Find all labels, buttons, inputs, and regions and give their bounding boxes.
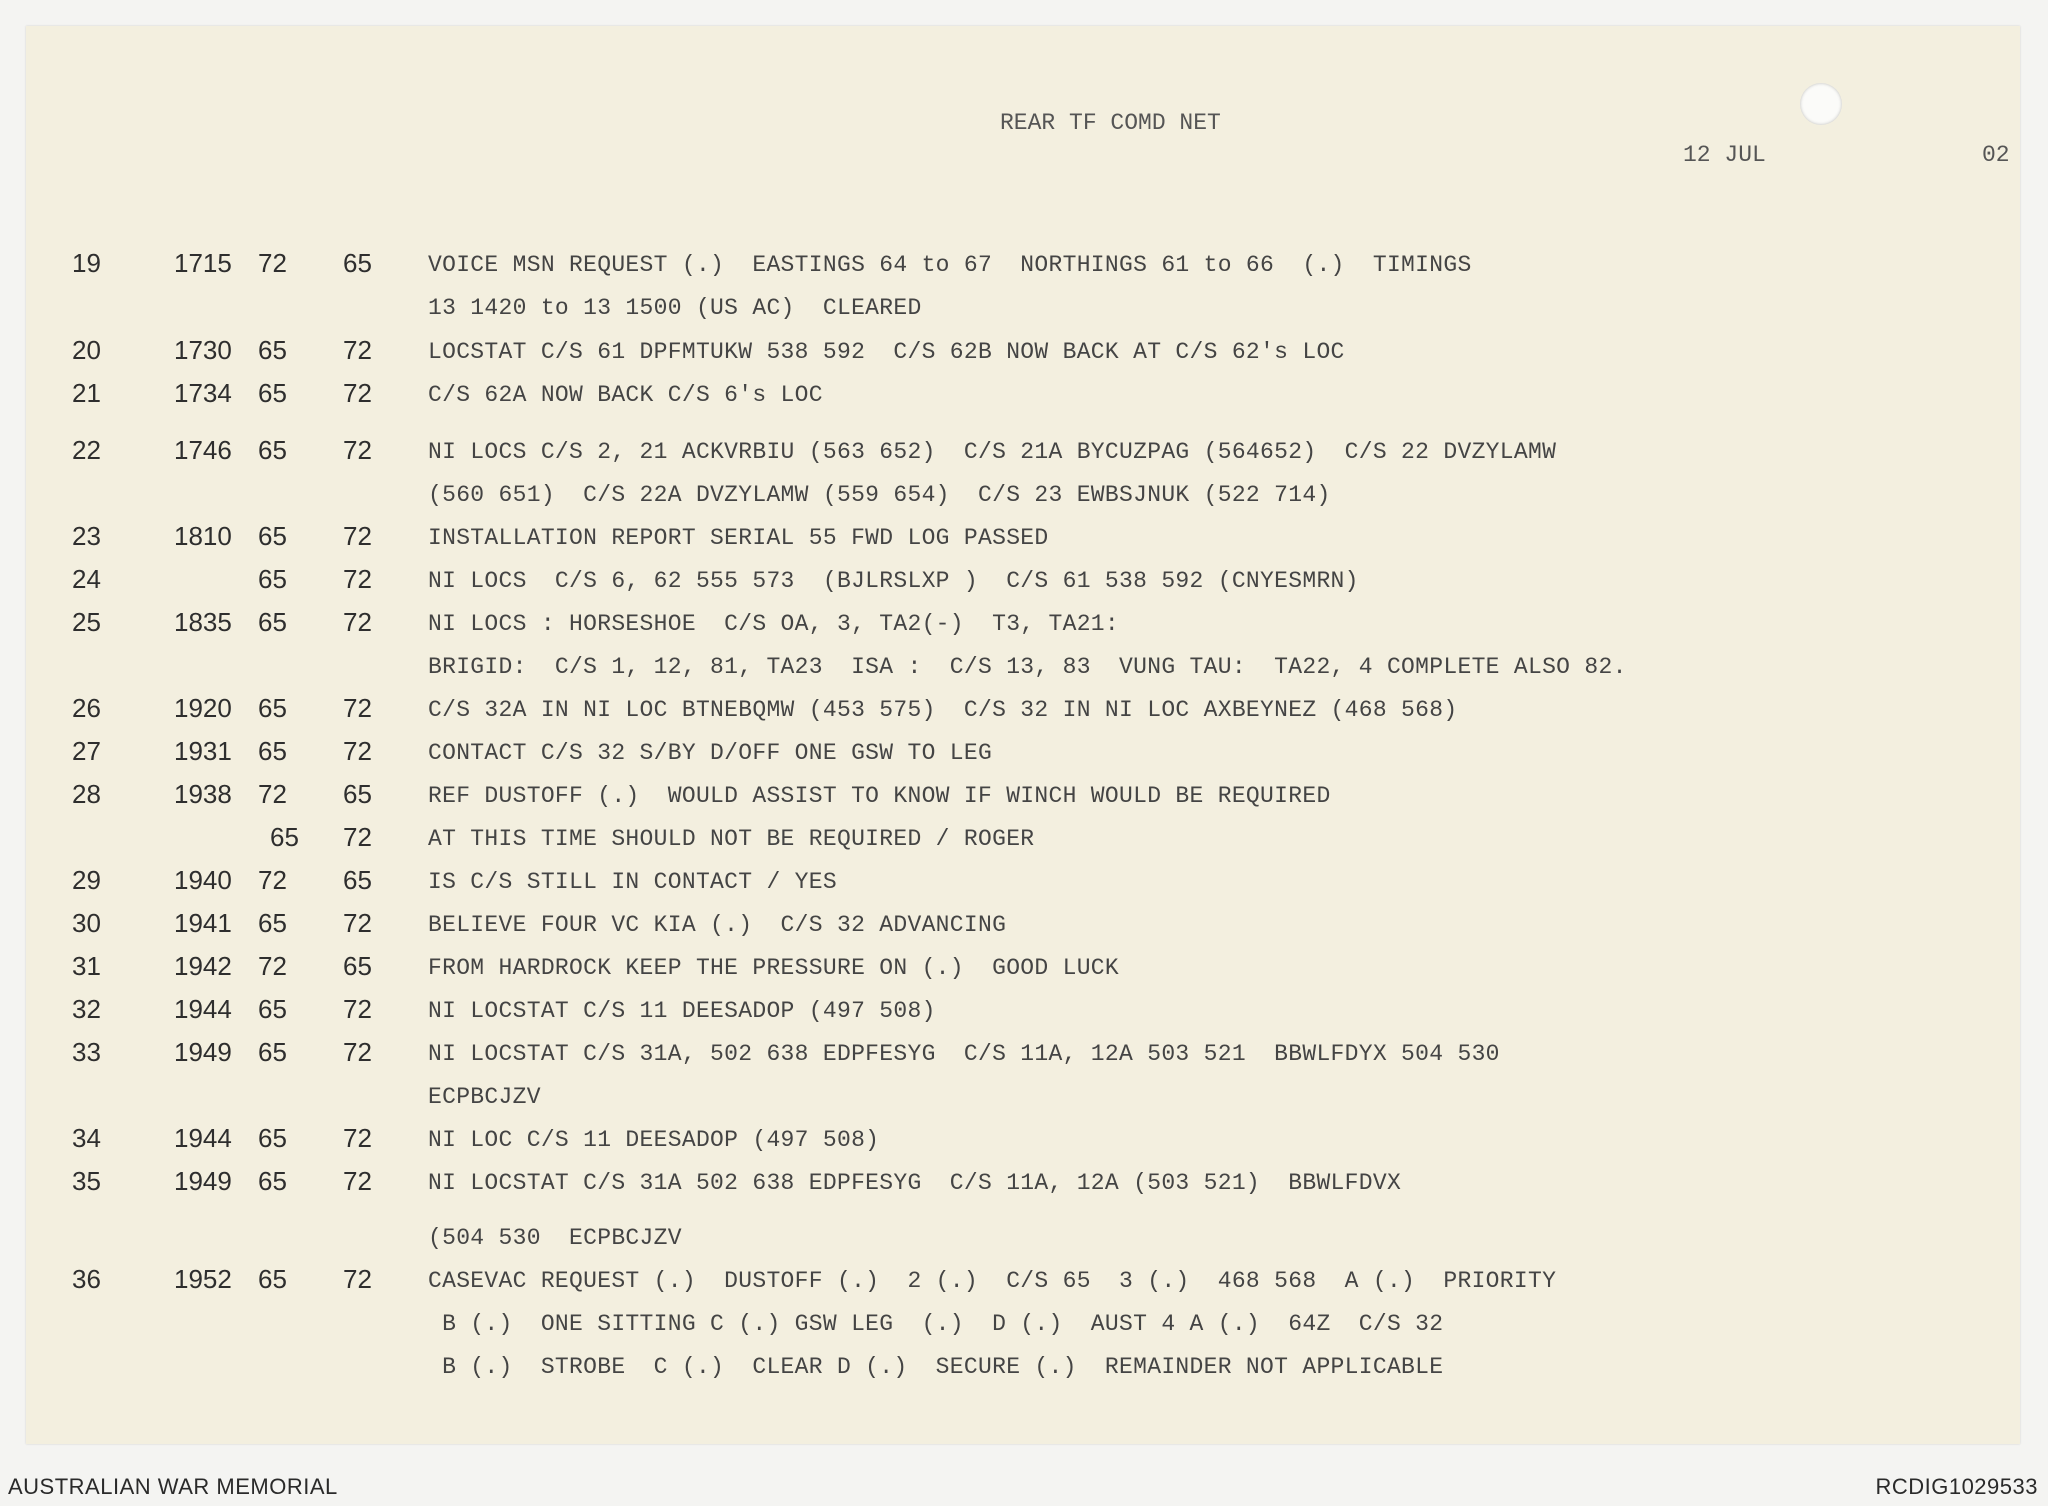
entry-text-line: REF DUSTOFF (.) WOULD ASSIST TO KNOW IF WINCH WOULD BE REQUIRED (428, 783, 1331, 809)
entry-to: 72 (343, 521, 372, 551)
entry-time: 1941 (174, 908, 232, 938)
entry-serial: 30 (72, 908, 101, 938)
entry-to: 72 (343, 564, 372, 594)
entry-from: 65 (258, 435, 287, 465)
page-number: 02 (1982, 142, 2010, 168)
entry-text-line: AT THIS TIME SHOULD NOT BE REQUIRED / ROGER (428, 826, 1035, 852)
entry-to: 72 (343, 1037, 372, 1067)
entry-to: 72 (343, 1264, 372, 1294)
entry-time: 1810 (174, 521, 232, 551)
entry-time: 1944 (174, 994, 232, 1024)
entry-text-line: (560 651) C/S 22A DVZYLAMW (559 654) C/S 23 EWBSJNUK (522 714) (428, 482, 1331, 508)
entry-to: 72 (343, 378, 372, 408)
entry-time: 1949 (174, 1166, 232, 1196)
entry-text-line: NI LOCSTAT C/S 31A 502 638 EDPFESYG C/S 11A, 12A (503 521) BBWLFDVX (428, 1170, 1402, 1196)
entry-text-line: BRIGID: C/S 1, 12, 81, TA23 ISA : C/S 13, 83 VUNG TAU: TA22, 4 COMPLETE ALSO 82. (428, 654, 1627, 680)
entry-text-line: CONTACT C/S 32 S/BY D/OFF ONE GSW TO LEG (428, 740, 993, 766)
entry-time: 1942 (174, 951, 232, 981)
entry-time: 1949 (174, 1037, 232, 1067)
entry-text-line: NI LOCS C/S 6, 62 555 573 (BJLRSLXP ) C/S 61 538 592 (CNYESMRN) (428, 568, 1359, 594)
entry-serial: 27 (72, 736, 101, 766)
entry-text-line: 13 1420 to 13 1500 (US AC) CLEARED (428, 295, 922, 321)
entry-text-line: NI LOCSTAT C/S 31A, 502 638 EDPFESYG C/S 11A, 12A 503 521 BBWLFDYX 504 530 (428, 1041, 1500, 1067)
document-page (26, 26, 2020, 1444)
entry-text-line: BELIEVE FOUR VC KIA (.) C/S 32 ADVANCING (428, 912, 1007, 938)
entry-time: 1931 (174, 736, 232, 766)
entry-text-line: LOCSTAT C/S 61 DPFMTUKW 538 592 C/S 62B NOW BACK AT C/S 62's LOC (428, 339, 1345, 365)
entry-serial: 32 (72, 994, 101, 1024)
entry-serial: 22 (72, 435, 101, 465)
entry-from: 65 (258, 1166, 287, 1196)
entry-text-line: INSTALLATION REPORT SERIAL 55 FWD LOG PASSED (428, 525, 1049, 551)
entry-from: 72 (258, 779, 287, 809)
entry-time: 1715 (174, 248, 232, 278)
entry-serial: 34 (72, 1123, 101, 1153)
entry-text-line: IS C/S STILL IN CONTACT / YES (428, 869, 837, 895)
entry-text-line: VOICE MSN REQUEST (.) EASTINGS 64 to 67 NORTHINGS 61 to 66 (.) TIMINGS (428, 252, 1472, 278)
entry-from: 65 (258, 607, 287, 637)
entry-text-line: B (.) ONE SITTING C (.) GSW LEG (.) D (.) AUST 4 A (.) 64Z C/S 32 (428, 1311, 1444, 1337)
entry-text-line: FROM HARDROCK KEEP THE PRESSURE ON (.) GOOD LUCK (428, 955, 1120, 981)
entry-time: 1952 (174, 1264, 232, 1294)
log-title: REAR TF COMD NET (1000, 110, 1221, 136)
entry-from: 65 (258, 908, 287, 938)
entry-serial: 26 (72, 693, 101, 723)
record-id: RCDIG1029533 (1875, 1474, 2038, 1499)
entry-serial: 24 (72, 564, 101, 594)
entry-text-line: NI LOCS C/S 2, 21 ACKVRBIU (563 652) C/S 21A BYCUZPAG (564652) C/S 22 DVZYLAMW (428, 439, 1557, 465)
entry-text-line: NI LOCS : HORSESHOE C/S OA, 3, TA2(-) T3, TA21: (428, 611, 1120, 637)
entry-time: 1734 (174, 378, 232, 408)
log-date: 12 JUL (1683, 142, 1766, 168)
entry-time: 1940 (174, 865, 232, 895)
entry-from: 72 (258, 951, 287, 981)
entry-from: 65 (258, 1264, 287, 1294)
entry-to: 72 (343, 908, 372, 938)
entry-time: 1938 (174, 779, 232, 809)
entry-from: 65 (258, 1037, 287, 1067)
entry-serial: 19 (72, 248, 101, 278)
entry-serial: 20 (72, 335, 101, 365)
entry-to: 72 (343, 736, 372, 766)
entry-text-line: ECPBCJZV (428, 1084, 541, 1110)
entry-text-line: C/S 32A IN NI LOC BTNEBQMW (453 575) C/S 32 IN NI LOC AXBEYNEZ (468 568) (428, 697, 1458, 723)
entry-serial: 21 (72, 378, 101, 408)
entry-to: 72 (343, 994, 372, 1024)
entry-serial: 25 (72, 607, 101, 637)
entry-text-line: NI LOC C/S 11 DEESADOP (497 508) (428, 1127, 880, 1153)
entry-time: 1944 (174, 1123, 232, 1153)
entry-to: 65 (343, 951, 372, 981)
entry-to: 65 (343, 865, 372, 895)
entry-from: 65 (258, 994, 287, 1024)
entry-serial: 36 (72, 1264, 101, 1294)
entry-to: 65 (343, 779, 372, 809)
entry-serial: 23 (72, 521, 101, 551)
entry-time: 1746 (174, 435, 232, 465)
entry-from: 72 (258, 248, 287, 278)
entry-from: 72 (258, 865, 287, 895)
archive-label: AUSTRALIAN WAR MEMORIAL (8, 1474, 338, 1499)
entry-serial: 31 (72, 951, 101, 981)
entry-text-line: (504 530 ECPBCJZV (428, 1225, 682, 1251)
entry-from: 65 (258, 335, 287, 365)
entry-text-line: B (.) STROBE C (.) CLEAR D (.) SECURE (.) REMAINDER NOT APPLICABLE (428, 1354, 1444, 1380)
entry-text-line: C/S 62A NOW BACK C/S 6's LOC (428, 382, 823, 408)
entry-to: 72 (343, 693, 372, 723)
entry-to: 72 (343, 607, 372, 637)
entry-to: 72 (343, 822, 372, 852)
entry-from: 65 (258, 1123, 287, 1153)
entry-time: 1835 (174, 607, 232, 637)
entry-from: 65 (258, 736, 287, 766)
entry-from: 65 (270, 822, 299, 852)
entry-from: 65 (258, 378, 287, 408)
entry-serial: 35 (72, 1166, 101, 1196)
entry-time: 1730 (174, 335, 232, 365)
entry-to: 72 (343, 1166, 372, 1196)
entry-serial: 28 (72, 779, 101, 809)
entry-serial: 33 (72, 1037, 101, 1067)
entry-from: 65 (258, 521, 287, 551)
entry-to: 72 (343, 435, 372, 465)
entry-to: 72 (343, 335, 372, 365)
entry-text-line: CASEVAC REQUEST (.) DUSTOFF (.) 2 (.) C/S 65 3 (.) 468 568 A (.) PRIORITY (428, 1268, 1557, 1294)
entry-time: 1920 (174, 693, 232, 723)
entry-serial: 29 (72, 865, 101, 895)
entry-from: 65 (258, 693, 287, 723)
entry-from: 65 (258, 564, 287, 594)
entry-to: 65 (343, 248, 372, 278)
entry-to: 72 (343, 1123, 372, 1153)
entry-text-line: NI LOCSTAT C/S 11 DEESADOP (497 508) (428, 998, 936, 1024)
punch-hole (1800, 83, 1842, 125)
